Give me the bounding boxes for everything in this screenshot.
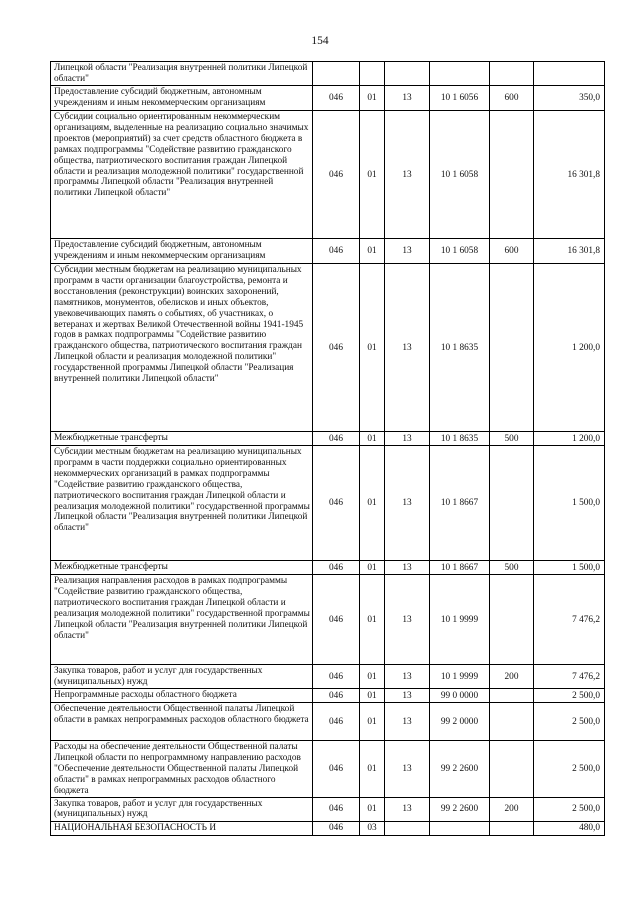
section-code-cell: 01 (360, 111, 385, 239)
amount-cell: 1 500,0 (534, 561, 605, 575)
section-code-cell: 01 (360, 86, 385, 111)
target-article-cell: 10 1 8635 (430, 432, 490, 446)
section-code-cell (360, 62, 385, 86)
amount-cell: 1 200,0 (534, 432, 605, 446)
table-row (51, 703, 605, 741)
subsection-code-cell: 13 (385, 111, 430, 239)
expense-name-cell: НАЦИОНАЛЬНАЯ БЕЗОПАСНОСТЬ И (51, 821, 313, 835)
target-article-cell: 10 1 6056 (430, 86, 490, 111)
expense-name-cell: Предоставление субсидий бюджетным, автономным учреждениям и иным некоммерческим организациям (51, 239, 313, 264)
subsection-code-cell: 13 (385, 797, 430, 821)
target-article-cell (430, 62, 490, 86)
expense-name-cell: Предоставление субсидий бюджетным, автономным учреждениям и иным некоммерческим организациям (51, 86, 313, 111)
section-code-cell: 01 (360, 575, 385, 665)
amount-cell: 480,0 (534, 821, 605, 835)
subsection-code-cell: 13 (385, 446, 430, 561)
amount-cell: 2 500,0 (534, 741, 605, 798)
section-code-cell: 03 (360, 821, 385, 835)
subsection-code-cell: 13 (385, 561, 430, 575)
admin-code-cell: 046 (313, 741, 360, 798)
page-number: 154 (311, 35, 329, 47)
admin-code-cell: 046 (313, 264, 360, 432)
table-row (51, 797, 605, 821)
expense-name-cell: Непрограммные расходы областного бюджета (51, 689, 313, 703)
expense-type-cell: 500 (490, 432, 534, 446)
target-article-cell: 10 1 9999 (430, 575, 490, 665)
target-article-cell: 10 1 6058 (430, 111, 490, 239)
table-row (51, 575, 605, 665)
amount-cell (534, 62, 605, 86)
table-row (51, 264, 605, 432)
expense-type-cell (490, 821, 534, 835)
target-article-cell: 99 2 2600 (430, 741, 490, 798)
expense-name-cell: Расходы на обеспечение деятельности Общественной палаты Липецкой области по непрограммному направлению расходов "Обеспечение деятельности Общественной палаты Липецкой области" в рамках непрограммных расходов областного бюджета (51, 741, 313, 798)
subsection-code-cell: 13 (385, 239, 430, 264)
target-article-cell: 10 1 8667 (430, 446, 490, 561)
section-code-cell: 01 (360, 665, 385, 689)
amount-cell: 16 301,8 (534, 239, 605, 264)
subsection-code-cell: 13 (385, 703, 430, 741)
expense-name-cell: Межбюджетные трансферты (51, 561, 313, 575)
budget-table-body (51, 62, 605, 836)
subsection-code-cell: 13 (385, 665, 430, 689)
target-article-cell: 99 0 0000 (430, 689, 490, 703)
subsection-code-cell: 13 (385, 264, 430, 432)
admin-code-cell: 046 (313, 665, 360, 689)
subsection-code-cell: 13 (385, 432, 430, 446)
table-row (51, 665, 605, 689)
table-row (51, 86, 605, 111)
table-row (51, 432, 605, 446)
target-article-cell: 99 2 0000 (430, 703, 490, 741)
table-row (51, 689, 605, 703)
table-row (51, 62, 605, 86)
section-code-cell: 01 (360, 239, 385, 264)
admin-code-cell: 046 (313, 446, 360, 561)
table-row (51, 821, 605, 835)
amount-cell: 350,0 (534, 86, 605, 111)
expense-name-cell: Субсидии социально ориентированным некоммерческим организациям, выделенные на реализацию социально значимых проектов (мероприятий) за счет средств областного бюджета в рамках подпрограммы "Содействие развитию гражданского общества, патриотического воспитания граждан Липецкой области и реализация молодежной политики" государственной программы Липецкой области "Реализация внутренней политики Липецкой области" (51, 111, 313, 239)
target-article-cell: 10 1 8667 (430, 561, 490, 575)
expense-type-cell: 600 (490, 239, 534, 264)
subsection-code-cell: 13 (385, 575, 430, 665)
table-row (51, 239, 605, 264)
admin-code-cell: 046 (313, 689, 360, 703)
section-code-cell: 01 (360, 561, 385, 575)
admin-code-cell: 046 (313, 821, 360, 835)
expense-name-cell: Закупка товаров, работ и услуг для государственных (муниципальных) нужд (51, 665, 313, 689)
amount-cell: 16 301,8 (534, 111, 605, 239)
section-code-cell: 01 (360, 741, 385, 798)
section-code-cell: 01 (360, 689, 385, 703)
target-article-cell: 10 1 9999 (430, 665, 490, 689)
subsection-code-cell: 13 (385, 689, 430, 703)
admin-code-cell: 046 (313, 111, 360, 239)
expense-type-cell: 200 (490, 797, 534, 821)
expense-type-cell (490, 575, 534, 665)
amount-cell: 7 476,2 (534, 575, 605, 665)
target-article-cell: 99 2 2600 (430, 797, 490, 821)
subsection-code-cell: 13 (385, 741, 430, 798)
amount-cell: 1 500,0 (534, 446, 605, 561)
expense-type-cell (490, 741, 534, 798)
amount-cell: 2 500,0 (534, 689, 605, 703)
target-article-cell (430, 821, 490, 835)
target-article-cell: 10 1 8635 (430, 264, 490, 432)
amount-cell: 1 200,0 (534, 264, 605, 432)
subsection-code-cell: 13 (385, 86, 430, 111)
expense-type-cell (490, 446, 534, 561)
section-code-cell: 01 (360, 264, 385, 432)
table-row (51, 561, 605, 575)
target-article-cell: 10 1 6058 (430, 239, 490, 264)
expense-type-cell (490, 703, 534, 741)
section-code-cell: 01 (360, 446, 385, 561)
expense-type-cell: 500 (490, 561, 534, 575)
section-code-cell: 01 (360, 703, 385, 741)
admin-code-cell (313, 62, 360, 86)
expense-name-cell: Закупка товаров, работ и услуг для государственных (муниципальных) нужд (51, 797, 313, 821)
amount-cell: 2 500,0 (534, 703, 605, 741)
expense-type-cell (490, 264, 534, 432)
admin-code-cell: 046 (313, 86, 360, 111)
admin-code-cell: 046 (313, 561, 360, 575)
admin-code-cell: 046 (313, 239, 360, 264)
expense-type-cell (490, 689, 534, 703)
section-code-cell: 01 (360, 797, 385, 821)
budget-table (50, 61, 605, 836)
expense-type-cell: 200 (490, 665, 534, 689)
admin-code-cell: 046 (313, 432, 360, 446)
expense-name-cell: Межбюджетные трансферты (51, 432, 313, 446)
amount-cell: 7 476,2 (534, 665, 605, 689)
admin-code-cell: 046 (313, 703, 360, 741)
subsection-code-cell (385, 62, 430, 86)
expense-type-cell (490, 62, 534, 86)
table-row (51, 446, 605, 561)
expense-name-cell: Реализация направления расходов в рамках подпрограммы "Содействие развитию гражданского общества, патриотического воспитания граждан Липецкой области и реализация молодежной политики" государственной программы Липецкой области "Реализация внутренней политики Липецкой области" (51, 575, 313, 665)
table-row (51, 741, 605, 798)
expense-name-cell: Субсидии местным бюджетам на реализацию муниципальных программ в части организации благоустройства, ремонта и восстановления (реконструкции) воинских захоронений, памятников, монументов, обелисков и иных объектов, увековечивающих память о событиях, об участниках, о ветеранах и жертвах Великой Отечественной войны 1941-1945 годов в рамках подпрограммы "Содействие развитию гражданского общества, патриотического воспитания граждан Липецкой области и реализация молодежной политики" государственной программы Липецкой области "Реализация внутренней политики Липецкой области" (51, 264, 313, 432)
expense-name-cell: Обеспечение деятельности Общественной палаты Липецкой области в рамках непрограммных расходов областного бюджета (51, 703, 313, 741)
amount-cell: 2 500,0 (534, 797, 605, 821)
admin-code-cell: 046 (313, 575, 360, 665)
expense-name-cell: Субсидии местным бюджетам на реализацию муниципальных программ в части поддержки социально ориентированных некоммерческих организаций в рамках подпрограммы "Содействие развитию гражданского общества, патриотического воспитания граждан Липецкой области и реализация молодежной политики" государственной программы Липецкой области "Реализация внутренней политики Липецкой области" (51, 446, 313, 561)
subsection-code-cell (385, 821, 430, 835)
section-code-cell: 01 (360, 432, 385, 446)
table-row (51, 111, 605, 239)
expense-type-cell (490, 111, 534, 239)
expense-type-cell: 600 (490, 86, 534, 111)
admin-code-cell: 046 (313, 797, 360, 821)
expense-name-cell: Липецкой области "Реализация внутренней политики Липецкой области" (51, 62, 313, 86)
